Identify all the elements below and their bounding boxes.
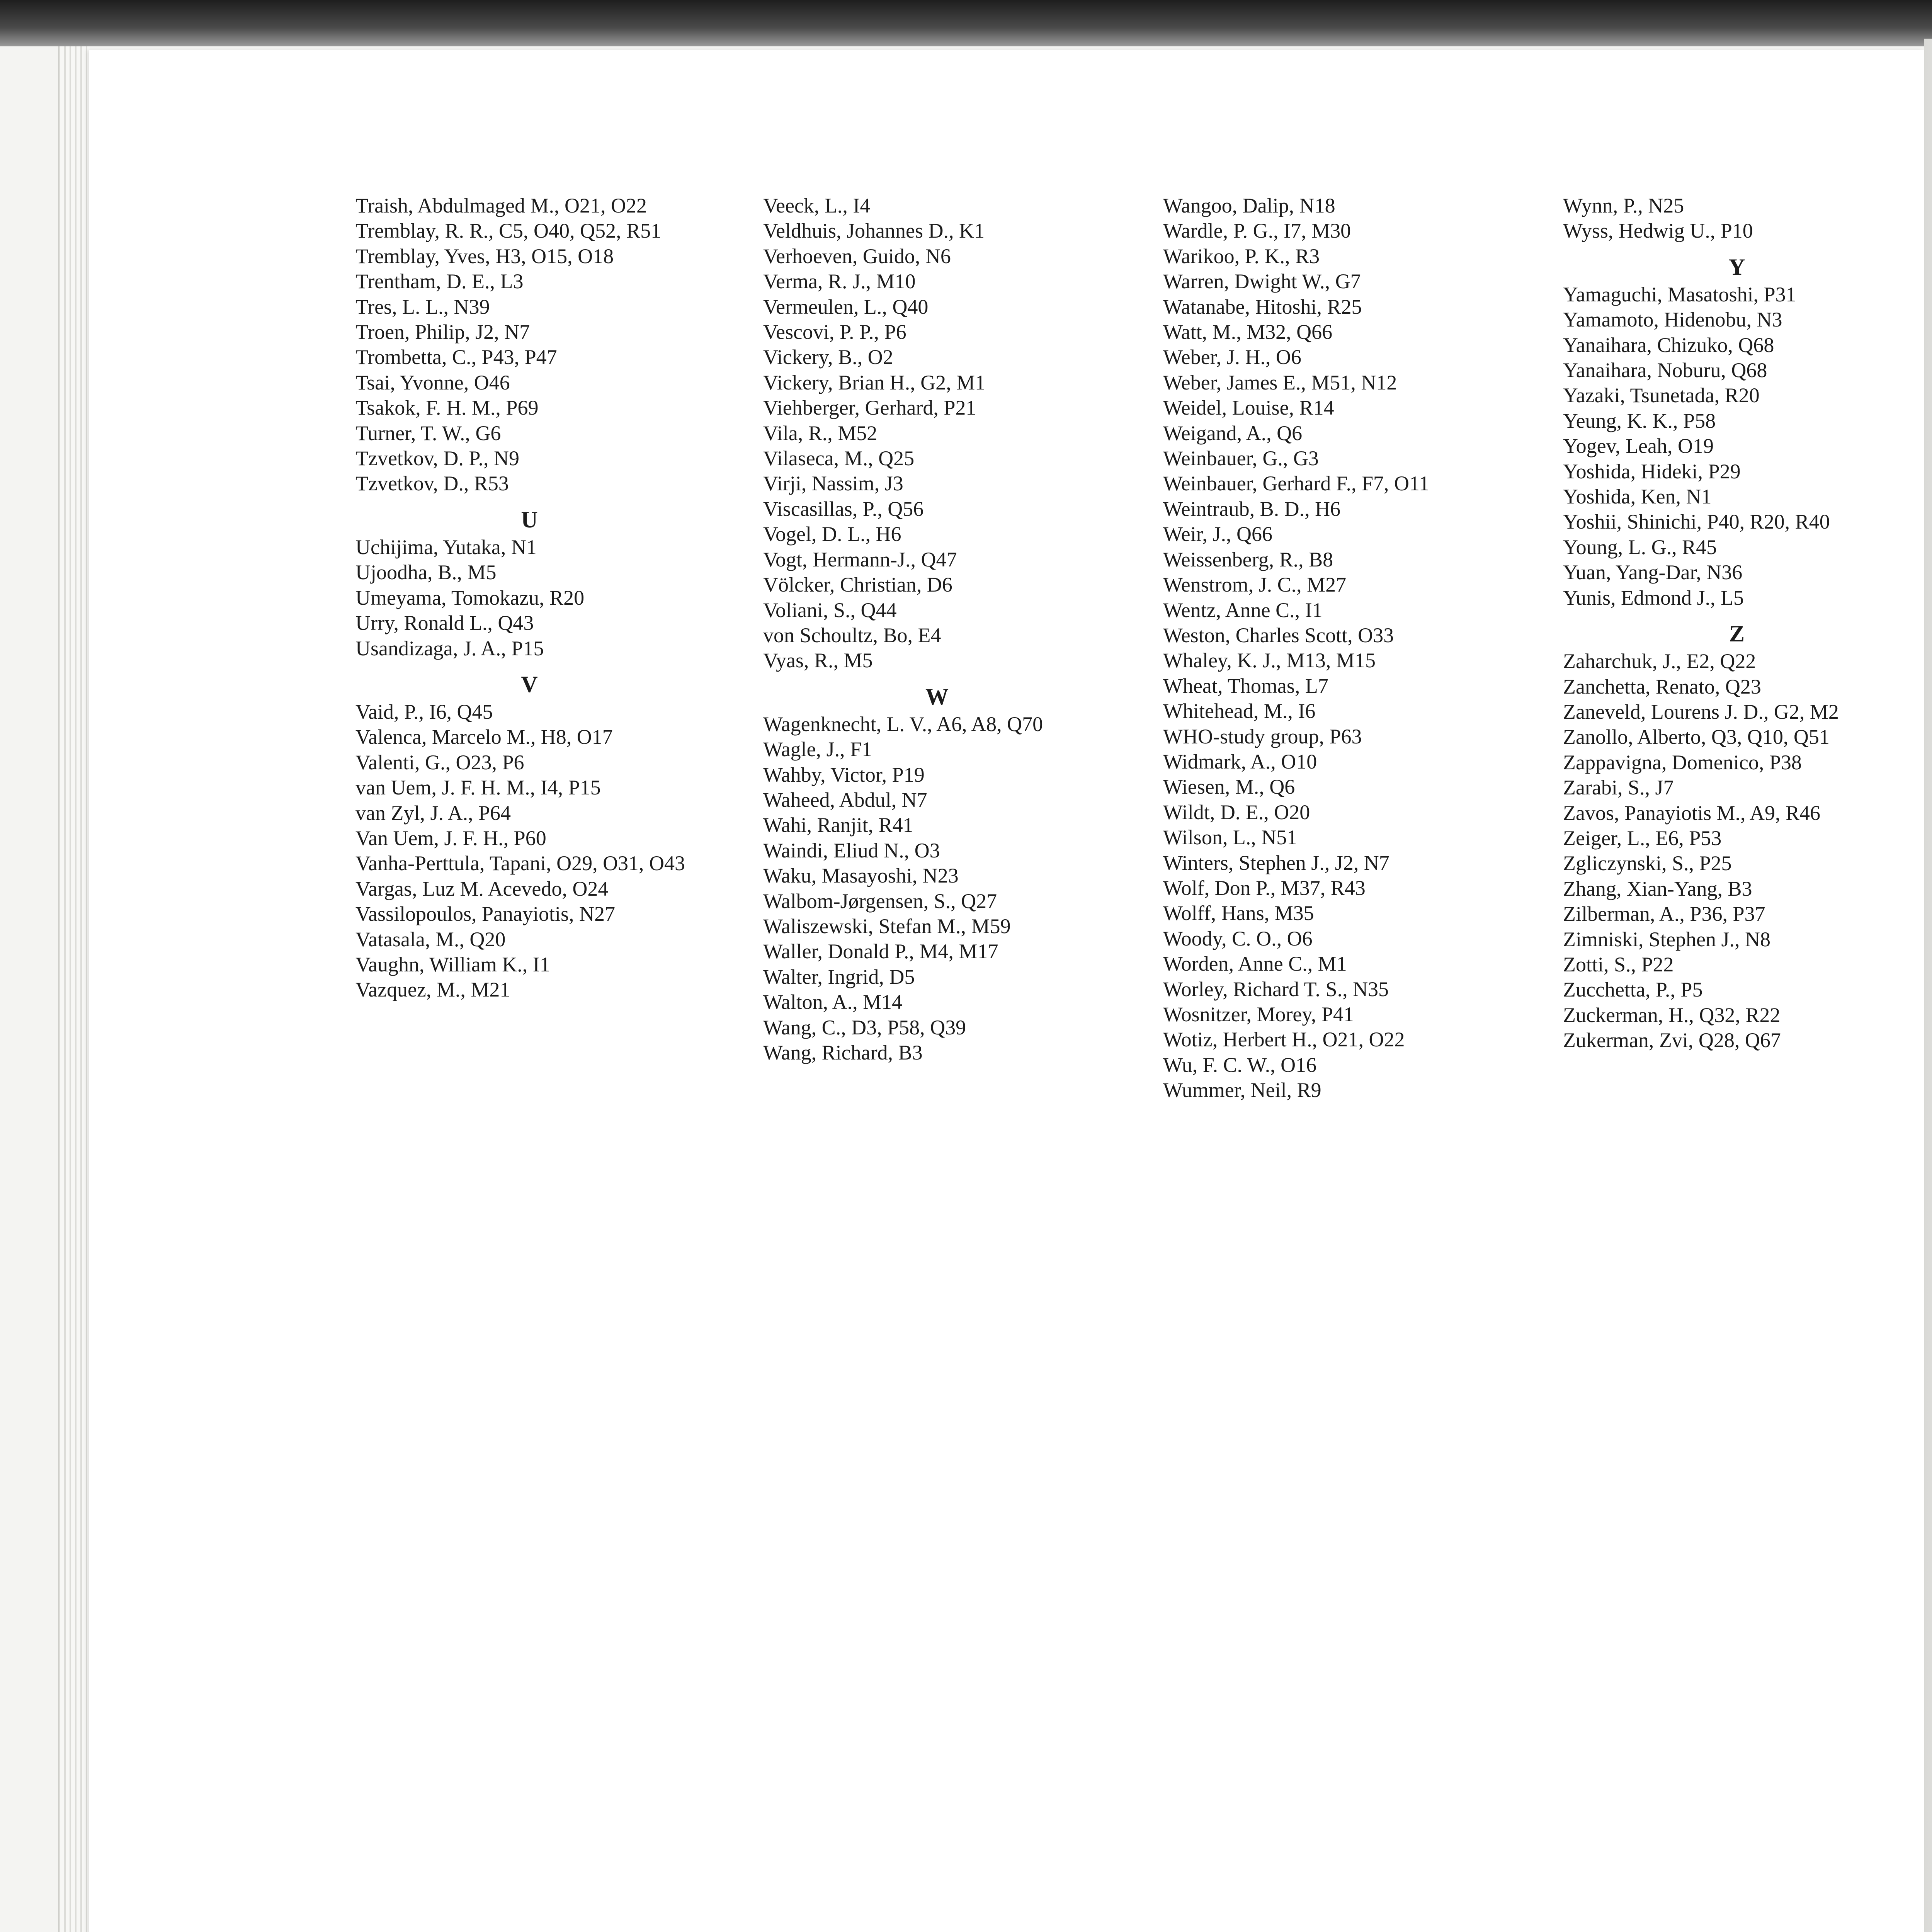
section-letter-heading: U [521, 507, 538, 532]
index-entry: Waindi, Eliud N., O3 [763, 838, 940, 862]
index-entry: Waller, Donald P., M4, M17 [763, 940, 998, 963]
index-entry: Woody, C. O., O6 [1163, 927, 1313, 950]
index-entry: Wardle, P. G., I7, M30 [1163, 219, 1351, 243]
index-entry: Zappavigna, Domenico, P38 [1563, 750, 1802, 774]
index-entry: Yanaihara, Chizuko, Q68 [1563, 333, 1774, 357]
index-entry: Yoshii, Shinichi, P40, R20, R40 [1563, 510, 1830, 534]
index-entry: Turner, T. W., G6 [355, 421, 501, 445]
index-entry: Waheed, Abdul, N7 [763, 788, 927, 811]
index-entry: Wyss, Hedwig U., P10 [1563, 219, 1753, 243]
index-entry: Yamamoto, Hidenobu, N3 [1563, 308, 1782, 332]
index-entry: Zavos, Panayiotis M., A9, R46 [1563, 801, 1821, 825]
index-entry: Weigand, A., Q6 [1163, 421, 1303, 445]
index-entry: Zuckerman, H., Q32, R22 [1563, 1003, 1781, 1027]
index-entry: Vilaseca, M., Q25 [763, 447, 915, 470]
index-entry: Wenstrom, J. C., M27 [1163, 573, 1347, 597]
index-entry: Warikoo, P. K., R3 [1163, 244, 1320, 268]
index-entry: Urry, Ronald L., Q43 [355, 611, 534, 635]
index-entry: Zanollo, Alberto, Q3, Q10, Q51 [1563, 725, 1830, 749]
index-entry: Waliszewski, Stefan M., M59 [763, 914, 1011, 938]
index-entry: Van Uem, J. F. H., P60 [355, 826, 546, 850]
index-entry: Vaid, P., I6, Q45 [355, 700, 493, 723]
scanner-top-shadow [0, 0, 1932, 46]
index-entry: Zaharchuk, J., E2, Q22 [1563, 650, 1756, 673]
index-entry: Weir, J., Q66 [1163, 522, 1272, 546]
index-entry: Walter, Ingrid, D5 [763, 965, 915, 988]
section-letter-heading: W [925, 684, 949, 709]
index-entry: Zimniski, Stephen J., N8 [1563, 927, 1770, 951]
index-entry: Usandizaga, J. A., P15 [355, 636, 544, 660]
index-entry: van Uem, J. F. H. M., I4, P15 [355, 776, 601, 799]
index-entry: Vogel, D. L., H6 [763, 522, 901, 546]
index-entry: Zgliczynski, S., P25 [1563, 852, 1732, 875]
index-entry: Yoshida, Hideki, P29 [1563, 459, 1741, 483]
index-entry: von Schoultz, Bo, E4 [763, 623, 941, 647]
index-entry: Waku, Masayoshi, N23 [763, 864, 959, 888]
index-entry: Vyas, R., M5 [763, 649, 873, 672]
index-entry: Vickery, B., O2 [763, 345, 893, 369]
index-entry: Zotti, S., P22 [1563, 952, 1674, 976]
index-entry: Vogt, Hermann-J., Q47 [763, 548, 957, 571]
index-entry: Wilson, L., N51 [1163, 826, 1298, 849]
index-entry: Wolff, Hans, M35 [1163, 901, 1314, 925]
index-column-4 [1563, 193, 1932, 1053]
index-entry: Vatasala, M., Q20 [355, 927, 506, 951]
index-entry: Zanchetta, Renato, Q23 [1563, 675, 1761, 698]
index-entry: Vazquez, M., M21 [355, 978, 510, 1002]
index-entry: Zukerman, Zvi, Q28, Q67 [1563, 1029, 1781, 1052]
index-entry: Viscasillas, P., Q56 [763, 497, 924, 520]
index-entry: Vermeulen, L., Q40 [763, 295, 929, 318]
index-entry: WHO-study group, P63 [1163, 724, 1362, 748]
index-entry: Weinbauer, Gerhard F., F7, O11 [1163, 472, 1430, 495]
index-entry: Walbom-Jørgensen, S., Q27 [763, 889, 997, 913]
index-entry: Vargas, Luz M. Acevedo, O24 [355, 877, 609, 900]
index-entry: Zucchetta, P., P5 [1563, 978, 1703, 1002]
index-entry: Watt, M., M32, Q66 [1163, 320, 1333, 344]
index-entry: Veeck, L., I4 [763, 194, 871, 217]
section-letter-heading: Y [1728, 254, 1745, 280]
index-entry: Tzvetkov, D. P., N9 [355, 447, 519, 470]
index-entry: Vescovi, P. P., P6 [763, 320, 906, 344]
index-entry: Zilberman, A., P36, P37 [1563, 902, 1765, 926]
index-entry: Yunis, Edmond J., L5 [1563, 586, 1744, 609]
index-entry: Verhoeven, Guido, N6 [763, 244, 951, 268]
index-entry: Wildt, D. E., O20 [1163, 800, 1310, 824]
index-entry: Yamaguchi, Masatoshi, P31 [1563, 282, 1796, 306]
index-column-2 [763, 193, 1150, 1065]
index-entry: Wummer, Neil, R9 [1163, 1078, 1321, 1102]
index-entry: Yanaihara, Noburu, Q68 [1563, 359, 1767, 382]
index-entry: Weissenberg, R., B8 [1163, 548, 1333, 571]
index-entry: Trentham, D. E., L3 [355, 270, 524, 293]
index-entry: Wolf, Don P., M37, R43 [1163, 876, 1366, 900]
index-entry: Weber, J. H., O6 [1163, 345, 1301, 369]
index-entry: Völcker, Christian, D6 [763, 573, 952, 597]
index-entry: Zaneveld, Lourens J. D., G2, M2 [1563, 700, 1839, 723]
index-entry: Watanabe, Hitoshi, R25 [1163, 295, 1362, 318]
index-entry: Umeyama, Tomokazu, R20 [355, 586, 585, 609]
index-entry: Virji, Nassim, J3 [763, 472, 903, 495]
index-entry: Yeung, K. K., P58 [1563, 409, 1716, 432]
index-entry: Tremblay, R. R., C5, O40, Q52, R51 [355, 219, 662, 243]
index-entry: Vanha-Perttula, Tapani, O29, O31, O43 [355, 852, 685, 875]
index-entry: Veldhuis, Johannes D., K1 [763, 219, 985, 243]
index-entry: Wang, Richard, B3 [763, 1041, 923, 1064]
index-entry: Vassilopoulos, Panayiotis, N27 [355, 902, 616, 926]
index-entry: Wiesen, M., Q6 [1163, 775, 1295, 799]
index-entry: Traish, Abdulmaged M., O21, O22 [355, 194, 647, 217]
index-entry: Troen, Philip, J2, N7 [355, 320, 530, 344]
index-entry: van Zyl, J. A., P64 [355, 801, 511, 825]
section-letter-heading: V [521, 671, 538, 697]
index-entry: Worden, Anne C., M1 [1163, 952, 1347, 976]
index-entry: Wentz, Anne C., I1 [1163, 598, 1323, 622]
index-entry: Wu, F. C. W., O16 [1163, 1053, 1317, 1077]
index-entry: Wynn, P., N25 [1563, 194, 1684, 217]
index-entry: Ujoodha, B., M5 [355, 561, 497, 584]
index-entry: Voliani, S., Q44 [763, 598, 897, 622]
index-entry: Young, L. G., R45 [1563, 535, 1717, 559]
index-entry: Valenti, G., O23, P6 [355, 750, 524, 774]
index-entry: Wotiz, Herbert H., O21, O22 [1163, 1028, 1405, 1051]
index-entry: Trombetta, C., P43, P47 [355, 345, 557, 369]
index-entry: Whitehead, M., I6 [1163, 699, 1316, 723]
index-entry: Viehberger, Gerhard, P21 [763, 396, 976, 420]
index-entry: Walton, A., M14 [763, 990, 903, 1014]
index-entry: Wahi, Ranjit, R41 [763, 813, 913, 837]
index-entry: Vaughn, William K., I1 [355, 952, 550, 976]
index-column-3 [1163, 193, 1549, 1103]
index-entry: Wagenknecht, L. V., A6, A8, Q70 [763, 712, 1043, 736]
index-entry: Worley, Richard T. S., N35 [1163, 977, 1389, 1001]
index-entry: Tsakok, F. H. M., P69 [355, 396, 539, 420]
index-entry: Wheat, Thomas, L7 [1163, 674, 1328, 697]
index-entry: Tremblay, Yves, H3, O15, O18 [355, 244, 614, 268]
index-entry: Widmark, A., O10 [1163, 750, 1317, 773]
index-entry: Yoshida, Ken, N1 [1563, 485, 1712, 509]
index-column-1 [355, 193, 742, 1003]
index-entry: Weidel, Louise, R14 [1163, 396, 1334, 420]
index-entry: Vickery, Brian H., G2, M1 [763, 371, 986, 394]
index-entry: Wangoo, Dalip, N18 [1163, 194, 1335, 217]
index-entry: Yuan, Yang-Dar, N36 [1563, 561, 1743, 584]
index-entry: Wang, C., D3, P58, Q39 [763, 1015, 966, 1039]
index-entry: Zarabi, S., J7 [1563, 776, 1674, 799]
index-entry: Yazaki, Tsunetada, R20 [1563, 384, 1760, 407]
index-entry: Weinbauer, G., G3 [1163, 447, 1319, 470]
index-entry: Weston, Charles Scott, O33 [1163, 623, 1394, 647]
index-entry: Tzvetkov, D., R53 [355, 472, 509, 495]
index-entry: Yogev, Leah, O19 [1563, 434, 1714, 458]
index-entry: Uchijima, Yutaka, N1 [355, 535, 537, 559]
index-entry: Valenca, Marcelo M., H8, O17 [355, 725, 613, 749]
index-entry: Verma, R. J., M10 [763, 270, 916, 293]
index-entry: Tres, L. L., N39 [355, 295, 490, 318]
index-entry: Wagle, J., F1 [763, 738, 872, 761]
index-entry: Winters, Stephen J., J2, N7 [1163, 851, 1389, 874]
index-entry: Whaley, K. J., M13, M15 [1163, 649, 1376, 672]
index-entry: Wosnitzer, Morey, P41 [1163, 1003, 1354, 1026]
index-entry: Tsai, Yvonne, O46 [355, 371, 510, 394]
page-stack-edge [58, 46, 90, 1932]
index-entry: Weintraub, B. D., H6 [1163, 497, 1341, 520]
index-entry: Warren, Dwight W., G7 [1163, 270, 1361, 293]
section-letter-heading: Z [1729, 621, 1745, 647]
index-entry: Weber, James E., M51, N12 [1163, 371, 1397, 394]
index-entry: Zeiger, L., E6, P53 [1563, 826, 1722, 850]
index-entry: Vila, R., M52 [763, 421, 878, 445]
index-entry: Zhang, Xian-Yang, B3 [1563, 877, 1752, 900]
index-entry: Wahby, Victor, P19 [763, 763, 925, 786]
